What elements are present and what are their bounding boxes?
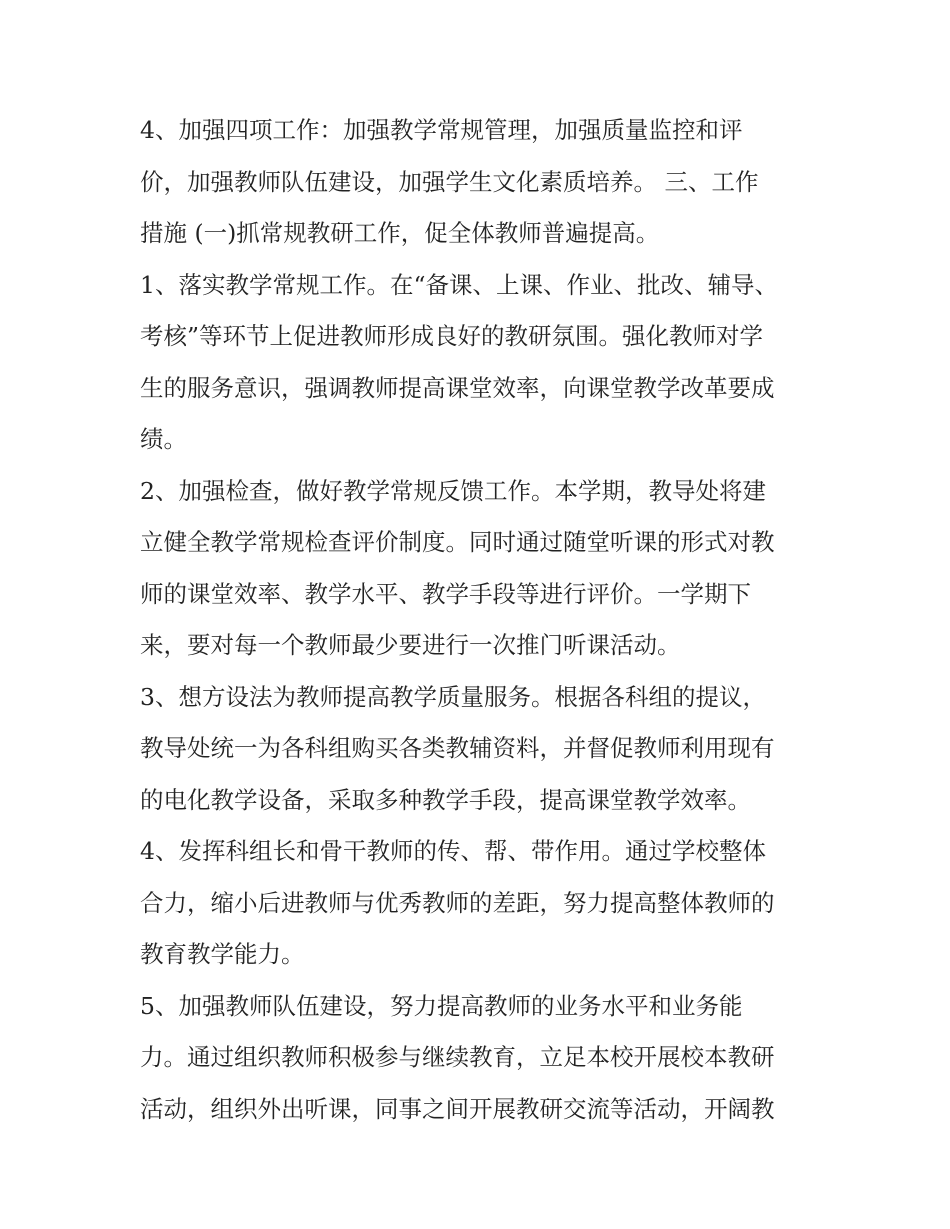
text-line: 3、想方设法为教师提高教学质量服务。根据各科组的提议， [140, 682, 766, 711]
text-line: 4、发挥科组长和骨干教师的传、帮、带作用。通过学校整体 [140, 837, 766, 865]
text-line: 教导处统一为各科组购买各类教辅资料，并督促教师利用现有 [140, 734, 775, 762]
text-line: 合力，缩小后进教师与优秀教师的差距，努力提高整体教师的 [140, 888, 775, 917]
text-line: 来，要对每一个教师最少要进行一次推门听课活动。 [140, 631, 681, 659]
text-line: 5、加强教师队伍建设，努力提高教师的业务水平和业务能 [140, 991, 743, 1020]
text-line: 立健全教学常规检查评价制度。同时通过随堂听课的形式对教 [140, 528, 775, 556]
text-line: 师的课堂效率、教学水平、教学手段等进行评价。一学期下 [140, 579, 751, 608]
text-line: 措施 (一)抓常规教研工作，促全体教师普遍提高。 [140, 219, 660, 247]
text-line: 考核”等环节上促进教师形成良好的教研氛围。强化教师对学 [140, 322, 764, 350]
text-line: 教育教学能力。 [140, 940, 305, 968]
document-body [140, 110, 820, 1140]
text-line: 力。通过组织教师积极参与继续教育，立足本校开展校本教研 [140, 1043, 775, 1071]
text-line: 绩。 [140, 425, 187, 453]
text-line: 价，加强教师队伍建设，加强学生文化素质培养。 三、工作 [140, 167, 759, 196]
text-line: 2、加强检查，做好教学常规反馈工作。本学期，教导处将建 [140, 476, 766, 505]
text-line: 生的服务意识，强调教师提高课堂效率，向课堂教学改革要成 [140, 373, 775, 402]
text-line: 活动，组织外出听课，同事之间开展教研交流等活动，开阔教 [140, 1094, 775, 1123]
text-line: 1、落实教学常规工作。在“备课、上课、作业、批改、辅导、 [140, 270, 778, 299]
text-line: 4、加强四项工作：加强教学常规管理，加强质量监控和评 [140, 116, 743, 144]
text-line: 的电化教学设备，采取多种教学手段，提高课堂教学效率。 [140, 785, 751, 814]
